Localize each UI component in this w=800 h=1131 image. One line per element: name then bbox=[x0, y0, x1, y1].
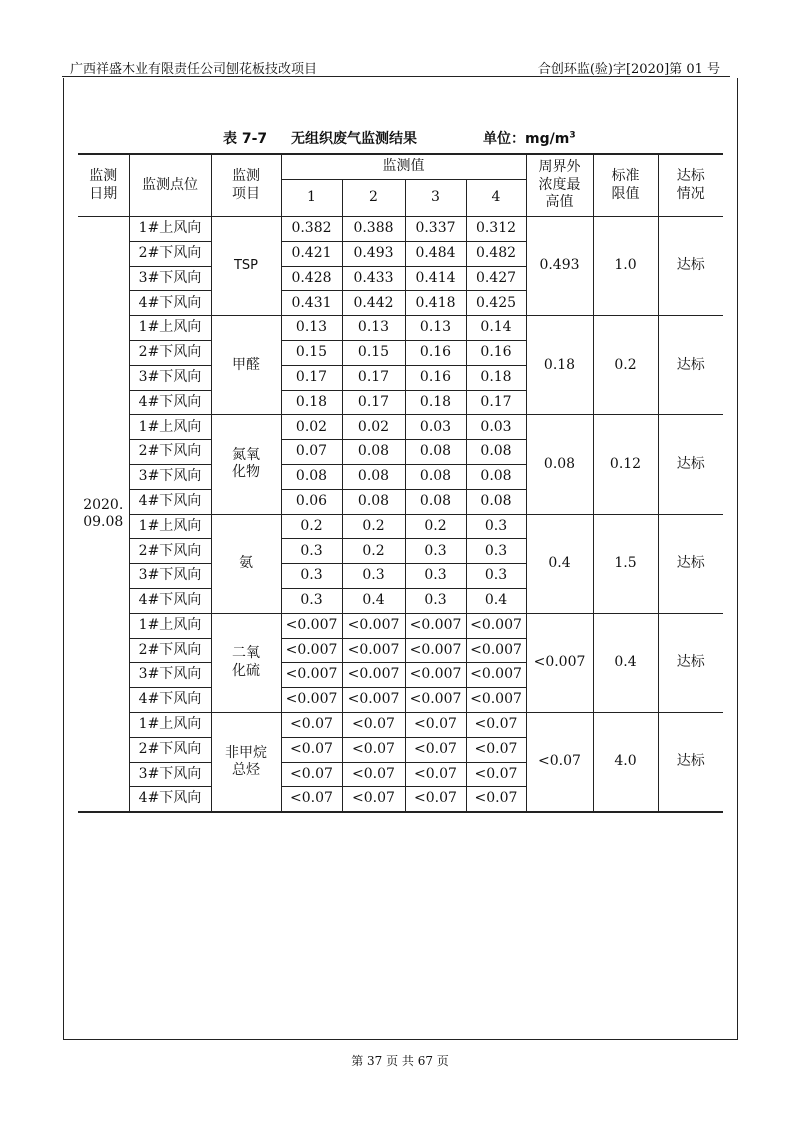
point-cell: 2#下风向 bbox=[129, 737, 211, 762]
value-cell: 0.2 bbox=[342, 514, 405, 539]
value-cell: 0.421 bbox=[281, 241, 342, 266]
value-cell: 0.02 bbox=[281, 415, 342, 440]
value-cell: 0.18 bbox=[281, 390, 342, 415]
point-cell: 3#下风向 bbox=[129, 663, 211, 688]
point-cell: 3#下风向 bbox=[129, 762, 211, 787]
value-cell: 0.16 bbox=[405, 365, 466, 390]
table-caption bbox=[78, 128, 723, 152]
header-col-4: 4 bbox=[466, 180, 526, 217]
value-cell: 0.14 bbox=[466, 316, 526, 341]
value-cell: 0.08 bbox=[405, 489, 466, 514]
max-cell: <0.07 bbox=[526, 712, 593, 812]
value-cell: 0.08 bbox=[405, 464, 466, 489]
value-cell: 0.18 bbox=[466, 365, 526, 390]
value-cell: 0.17 bbox=[342, 390, 405, 415]
point-cell: 3#下风向 bbox=[129, 266, 211, 291]
value-cell: 0.2 bbox=[281, 514, 342, 539]
value-cell: <0.07 bbox=[466, 787, 526, 812]
value-cell: <0.07 bbox=[342, 712, 405, 737]
point-cell: 1#上风向 bbox=[129, 217, 211, 242]
value-cell: <0.007 bbox=[405, 688, 466, 713]
header-row bbox=[78, 154, 723, 180]
value-cell: 0.3 bbox=[281, 564, 342, 589]
value-cell: 0.431 bbox=[281, 291, 342, 316]
item-cell: 非甲烷 总烃 bbox=[211, 712, 281, 812]
table-body bbox=[78, 217, 723, 813]
max-cell: 0.08 bbox=[526, 415, 593, 514]
value-cell: <0.07 bbox=[281, 787, 342, 812]
value-cell: <0.07 bbox=[405, 762, 466, 787]
status-cell: 达标 bbox=[658, 217, 723, 316]
value-cell: 0.15 bbox=[342, 340, 405, 365]
table-unit-superscript: 3 bbox=[569, 130, 576, 141]
value-cell: 0.16 bbox=[466, 340, 526, 365]
item-cell: 二氧 化硫 bbox=[211, 613, 281, 712]
point-cell: 4#下风向 bbox=[129, 787, 211, 812]
point-cell: 3#下风向 bbox=[129, 365, 211, 390]
item-cell: 氮氧 化物 bbox=[211, 415, 281, 514]
value-cell: 0.13 bbox=[281, 316, 342, 341]
value-cell: <0.07 bbox=[405, 712, 466, 737]
table-unit bbox=[483, 128, 576, 148]
value-cell: 0.484 bbox=[405, 241, 466, 266]
point-cell: 2#下风向 bbox=[129, 241, 211, 266]
max-cell: 0.18 bbox=[526, 316, 593, 415]
value-cell: 0.2 bbox=[342, 539, 405, 564]
value-cell: <0.007 bbox=[281, 688, 342, 713]
header-col-1: 1 bbox=[281, 180, 342, 217]
point-cell: 2#下风向 bbox=[129, 638, 211, 663]
value-cell: 0.3 bbox=[405, 539, 466, 564]
point-cell: 4#下风向 bbox=[129, 688, 211, 713]
value-cell: 0.13 bbox=[342, 316, 405, 341]
value-cell: <0.007 bbox=[466, 613, 526, 638]
header-limit: 标准 限值 bbox=[593, 154, 658, 217]
value-cell: <0.07 bbox=[405, 737, 466, 762]
table-row bbox=[78, 316, 723, 341]
value-cell: <0.007 bbox=[405, 638, 466, 663]
point-cell: 4#下风向 bbox=[129, 489, 211, 514]
value-cell: 0.08 bbox=[466, 464, 526, 489]
limit-cell: 1.5 bbox=[593, 514, 658, 613]
status-cell: 达标 bbox=[658, 712, 723, 812]
header-report-number: 合创环监(验)字[2020]第 01 号 bbox=[537, 62, 720, 77]
point-cell: 3#下风向 bbox=[129, 464, 211, 489]
value-cell: <0.007 bbox=[342, 638, 405, 663]
value-cell: <0.007 bbox=[466, 638, 526, 663]
point-cell: 1#上风向 bbox=[129, 316, 211, 341]
max-cell: 0.493 bbox=[526, 217, 593, 316]
point-cell: 1#上风向 bbox=[129, 415, 211, 440]
value-cell: <0.07 bbox=[466, 712, 526, 737]
value-cell: <0.007 bbox=[342, 688, 405, 713]
max-cell: 0.4 bbox=[526, 514, 593, 613]
value-cell: <0.07 bbox=[466, 762, 526, 787]
point-cell: 1#上风向 bbox=[129, 712, 211, 737]
value-cell: <0.007 bbox=[281, 613, 342, 638]
value-cell: 0.17 bbox=[466, 390, 526, 415]
value-cell: 0.388 bbox=[342, 217, 405, 242]
table-row bbox=[78, 613, 723, 638]
limit-cell: 1.0 bbox=[593, 217, 658, 316]
value-cell: 0.3 bbox=[466, 514, 526, 539]
value-cell: 0.493 bbox=[342, 241, 405, 266]
point-cell: 2#下风向 bbox=[129, 539, 211, 564]
status-cell: 达标 bbox=[658, 514, 723, 613]
header-project-title: 广西祥盛木业有限责任公司刨花板技改项目 bbox=[70, 62, 318, 77]
monitoring-results-table bbox=[78, 153, 723, 813]
limit-cell: 4.0 bbox=[593, 712, 658, 812]
value-cell: <0.007 bbox=[466, 663, 526, 688]
point-cell: 4#下风向 bbox=[129, 390, 211, 415]
table-title: 无组织废气监测结果 bbox=[291, 131, 417, 147]
value-cell: <0.07 bbox=[281, 737, 342, 762]
header-values: 监测值 bbox=[281, 154, 526, 180]
value-cell: 0.433 bbox=[342, 266, 405, 291]
date-cell: 2020. 09.08 bbox=[78, 217, 129, 813]
status-cell: 达标 bbox=[658, 613, 723, 712]
value-cell: <0.007 bbox=[405, 663, 466, 688]
value-cell: 0.18 bbox=[405, 390, 466, 415]
limit-cell: 0.4 bbox=[593, 613, 658, 712]
point-cell: 2#下风向 bbox=[129, 440, 211, 465]
value-cell: <0.07 bbox=[466, 737, 526, 762]
value-cell: 0.08 bbox=[342, 464, 405, 489]
item-cell: TSP bbox=[211, 217, 281, 316]
value-cell: 0.08 bbox=[281, 464, 342, 489]
value-cell: 0.03 bbox=[466, 415, 526, 440]
table-row bbox=[78, 712, 723, 737]
point-cell: 1#上风向 bbox=[129, 613, 211, 638]
value-cell: 0.08 bbox=[466, 489, 526, 514]
value-cell: <0.07 bbox=[342, 737, 405, 762]
value-cell: 0.337 bbox=[405, 217, 466, 242]
item-cell: 甲醛 bbox=[211, 316, 281, 415]
value-cell: 0.08 bbox=[466, 440, 526, 465]
header-rule bbox=[62, 76, 730, 77]
value-cell: <0.007 bbox=[405, 613, 466, 638]
value-cell: 0.17 bbox=[342, 365, 405, 390]
value-cell: 0.4 bbox=[466, 588, 526, 613]
value-cell: 0.3 bbox=[281, 539, 342, 564]
header-point: 监测点位 bbox=[129, 154, 211, 217]
value-cell: <0.07 bbox=[342, 787, 405, 812]
value-cell: 0.418 bbox=[405, 291, 466, 316]
value-cell: 0.442 bbox=[342, 291, 405, 316]
value-cell: 0.482 bbox=[466, 241, 526, 266]
item-cell: 氨 bbox=[211, 514, 281, 613]
value-cell: <0.007 bbox=[342, 613, 405, 638]
value-cell: <0.07 bbox=[281, 712, 342, 737]
header-col-3: 3 bbox=[405, 180, 466, 217]
point-cell: 4#下风向 bbox=[129, 588, 211, 613]
value-cell: <0.007 bbox=[466, 688, 526, 713]
value-cell: 0.02 bbox=[342, 415, 405, 440]
table-row bbox=[78, 514, 723, 539]
value-cell: 0.15 bbox=[281, 340, 342, 365]
value-cell: 0.3 bbox=[466, 564, 526, 589]
header-status: 达标 情况 bbox=[658, 154, 723, 217]
value-cell: 0.17 bbox=[281, 365, 342, 390]
value-cell: 0.3 bbox=[405, 588, 466, 613]
header-item: 监测 项目 bbox=[211, 154, 281, 217]
value-cell: 0.428 bbox=[281, 266, 342, 291]
value-cell: 0.312 bbox=[466, 217, 526, 242]
header-max: 周界外 浓度最 高值 bbox=[526, 154, 593, 217]
value-cell: 0.08 bbox=[342, 489, 405, 514]
value-cell: 0.382 bbox=[281, 217, 342, 242]
page-number: 第 37 页 共 67 页 bbox=[351, 1054, 449, 1068]
value-cell: <0.007 bbox=[281, 638, 342, 663]
value-cell: 0.16 bbox=[405, 340, 466, 365]
value-cell: 0.425 bbox=[466, 291, 526, 316]
value-cell: <0.07 bbox=[342, 762, 405, 787]
value-cell: 0.08 bbox=[342, 440, 405, 465]
limit-cell: 0.2 bbox=[593, 316, 658, 415]
value-cell: <0.07 bbox=[281, 762, 342, 787]
limit-cell: 0.12 bbox=[593, 415, 658, 514]
table-number: 表 7-7 bbox=[223, 131, 268, 147]
value-cell: 0.3 bbox=[405, 564, 466, 589]
value-cell: 0.06 bbox=[281, 489, 342, 514]
value-cell: <0.007 bbox=[342, 663, 405, 688]
status-cell: 达标 bbox=[658, 316, 723, 415]
value-cell: 0.414 bbox=[405, 266, 466, 291]
value-cell: 0.3 bbox=[466, 539, 526, 564]
point-cell: 3#下风向 bbox=[129, 564, 211, 589]
max-cell: <0.007 bbox=[526, 613, 593, 712]
table-row bbox=[78, 415, 723, 440]
header-date: 监测 日期 bbox=[78, 154, 129, 217]
value-cell: 0.3 bbox=[342, 564, 405, 589]
status-cell: 达标 bbox=[658, 415, 723, 514]
table-unit-label: 单位：mg/m bbox=[483, 131, 570, 147]
value-cell: <0.07 bbox=[405, 787, 466, 812]
header-col-2: 2 bbox=[342, 180, 405, 217]
value-cell: 0.4 bbox=[342, 588, 405, 613]
value-cell: 0.3 bbox=[281, 588, 342, 613]
value-cell: 0.08 bbox=[405, 440, 466, 465]
point-cell: 1#上风向 bbox=[129, 514, 211, 539]
value-cell: <0.007 bbox=[281, 663, 342, 688]
value-cell: 0.427 bbox=[466, 266, 526, 291]
value-cell: 0.07 bbox=[281, 440, 342, 465]
table-row bbox=[78, 217, 723, 242]
value-cell: 0.2 bbox=[405, 514, 466, 539]
point-cell: 4#下风向 bbox=[129, 291, 211, 316]
value-cell: 0.03 bbox=[405, 415, 466, 440]
point-cell: 2#下风向 bbox=[129, 340, 211, 365]
value-cell: 0.13 bbox=[405, 316, 466, 341]
